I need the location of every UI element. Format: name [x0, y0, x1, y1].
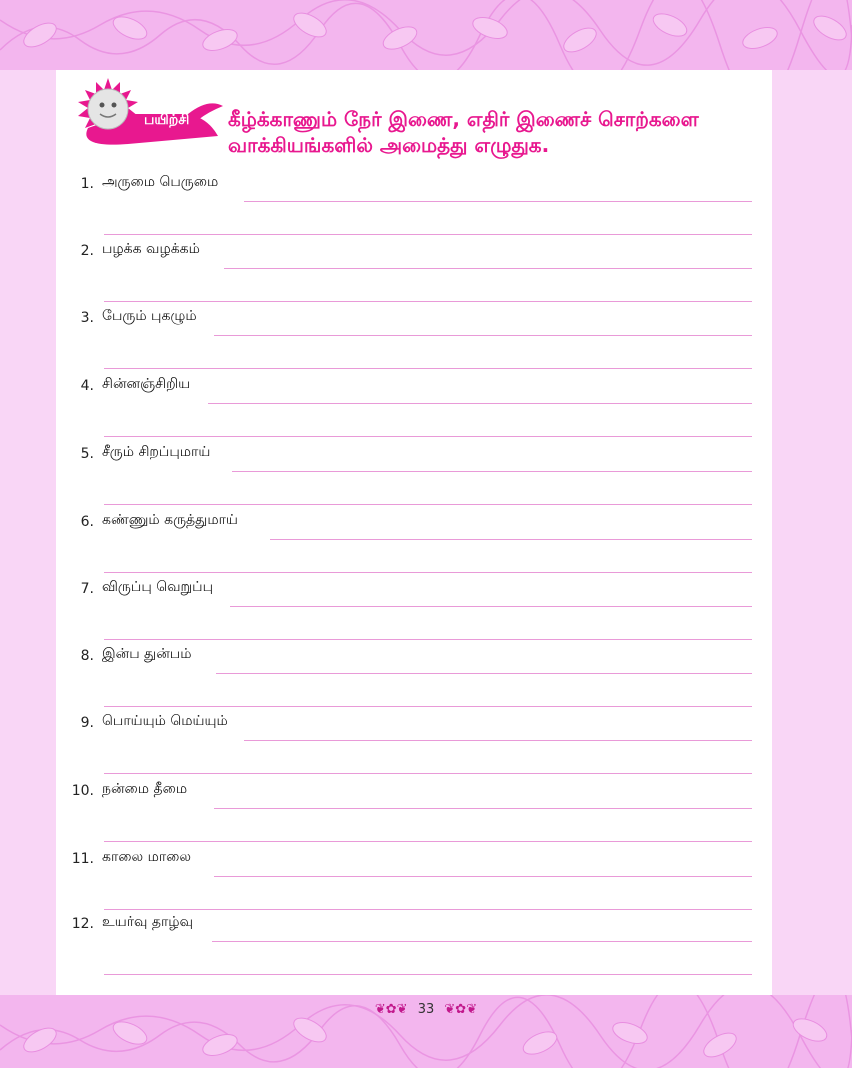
exercise-item — [56, 843, 772, 913]
item-number: 8. — [80, 648, 94, 664]
answer-line[interactable] — [104, 436, 752, 437]
answer-line[interactable] — [230, 606, 752, 607]
flourish-ornament-icon: ❦✿❦ — [444, 1002, 478, 1017]
answer-line[interactable] — [244, 740, 752, 741]
exercise-badge — [68, 78, 228, 154]
instruction-text — [228, 106, 768, 158]
item-phrase: காலை மாலை — [102, 849, 192, 865]
answer-line[interactable] — [214, 876, 752, 877]
item-phrase: அருமை பெருமை — [102, 174, 219, 190]
item-number: 9. — [80, 715, 94, 731]
badge-label: பயிற்சி — [144, 112, 190, 128]
instruction-line-2: வாக்கியங்களில் அமைத்து எழுதுக. — [228, 133, 550, 157]
instruction-line-1: கீழ்க்காணும் நேர் இணை, எதிர் இணைச் சொற்களை — [228, 107, 699, 131]
exercise-header — [68, 78, 768, 168]
item-number: 6. — [80, 514, 94, 530]
item-phrase: சின்னஞ்சிறிய — [102, 376, 191, 392]
exercise-item — [56, 775, 772, 845]
item-number: 11. — [71, 851, 94, 867]
item-phrase: இன்ப துன்பம் — [102, 646, 192, 662]
exercise-item — [56, 168, 772, 238]
answer-line[interactable] — [224, 268, 752, 269]
item-number: 10. — [71, 783, 94, 799]
answer-line[interactable] — [244, 201, 752, 202]
answer-line[interactable] — [104, 368, 752, 369]
item-number: 3. — [80, 310, 94, 326]
item-number: 7. — [80, 581, 94, 597]
exercise-item — [56, 640, 772, 710]
item-number: 5. — [80, 446, 94, 462]
exercise-item — [56, 302, 772, 372]
item-phrase: சீரும் சிறப்புமாய் — [102, 444, 211, 460]
exercise-item — [56, 438, 772, 508]
item-number: 2. — [80, 243, 94, 259]
item-number: 4. — [80, 378, 94, 394]
answer-line[interactable] — [104, 841, 752, 842]
exercise-item — [56, 908, 772, 978]
answer-line[interactable] — [270, 539, 752, 540]
exercise-item — [56, 707, 772, 777]
flourish-ornament-icon: ❦✿❦ — [374, 1002, 408, 1017]
item-phrase: நன்மை தீமை — [102, 781, 188, 797]
top-decorative-band — [0, 0, 852, 70]
item-number: 1. — [80, 176, 94, 192]
item-number: 12. — [71, 916, 94, 932]
exercise-item — [56, 235, 772, 305]
item-phrase: பழக்க வழக்கம் — [102, 241, 200, 257]
answer-line[interactable] — [104, 974, 752, 975]
answer-line[interactable] — [214, 808, 752, 809]
page-number: 33 — [417, 1002, 435, 1017]
exercise-item — [56, 506, 772, 576]
answer-line[interactable] — [214, 335, 752, 336]
answer-line[interactable] — [232, 471, 752, 472]
exercise-item — [56, 573, 772, 643]
item-phrase: கண்ணும் கருத்துமாய் — [102, 512, 238, 528]
answer-line[interactable] — [208, 403, 752, 404]
answer-line[interactable] — [216, 673, 752, 674]
right-margin — [772, 70, 852, 995]
answer-line[interactable] — [104, 773, 752, 774]
item-phrase: உயர்வு தாழ்வு — [102, 914, 193, 930]
leaf-pattern-top — [0, 0, 852, 70]
item-phrase: பேரும் புகழும் — [102, 308, 197, 324]
item-phrase: பொய்யும் மெய்யும் — [102, 713, 228, 729]
exercise-item — [56, 370, 772, 440]
worksheet-page — [56, 70, 772, 995]
answer-line[interactable] — [212, 941, 752, 942]
page-footer — [0, 1002, 852, 1017]
left-margin — [0, 70, 56, 995]
answer-line[interactable] — [104, 504, 752, 505]
item-phrase: விருப்பு வெறுப்பு — [102, 579, 214, 595]
